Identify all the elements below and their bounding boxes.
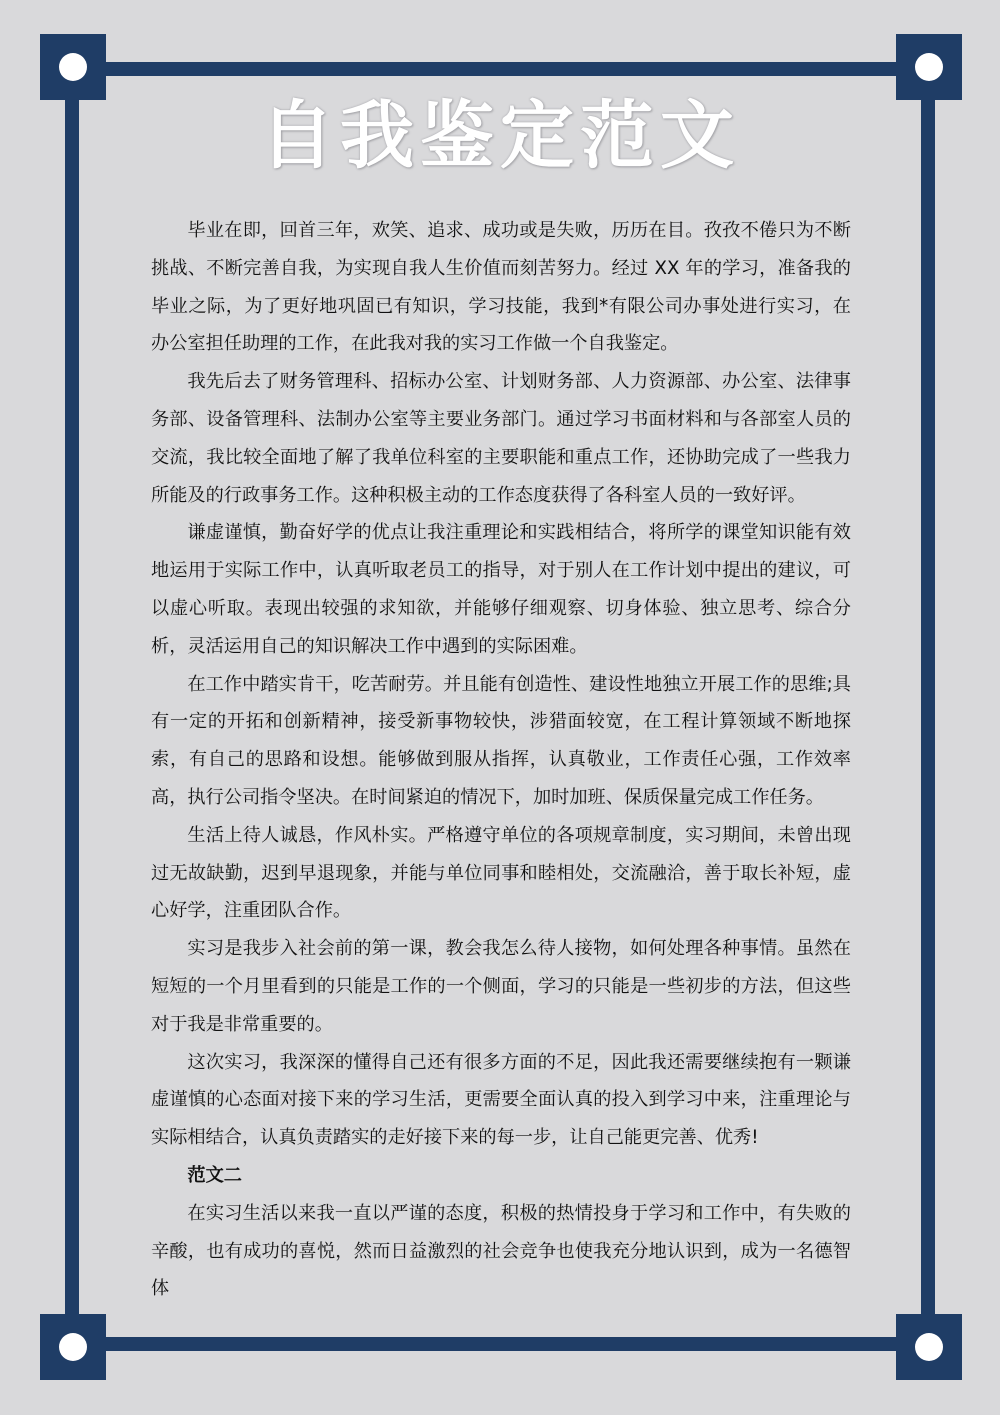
body-paragraph: 这次实习，我深深的懂得自己还有很多方面的不足，因此我还需要继续抱有一颗谦虚谨慎的心态面对接下来的学习生活，更需要全面认真的投入到学习中来，注重理论与实际相结合，认真负责踏实的走好接下来的每一步，让自己能更完善、优秀!: [151, 1051, 851, 1149]
body-paragraph: 生活上待人诚恳，作风朴实。严格遵守单位的各项规章制度，实习期间，未曾出现过无故缺勤，迟到早退现象，并能与单位同事和睦相处，交流融洽，善于取长补短，虚心好学，注重团队合作。: [151, 824, 851, 922]
page-title: 自我鉴定范文: [260, 93, 740, 179]
frame-corner-bottom-left: [40, 1314, 106, 1380]
body-paragraph: 谦虚谨慎，勤奋好学的优点让我注重理论和实践相结合，将所学的课堂知识能有效地运用于实际工作中，认真听取老员工的指导，对于别人在工作计划中提出的建议，可以虚心听取。表现出较强的求知欲，并能够仔细观察、切身体验、独立思考、综合分析，灵活运用自己的知识解决工作中遇到的实际困难。: [151, 522, 851, 657]
frame-border-right: [921, 68, 935, 1348]
body-paragraph: 实习是我步入社会前的第一课，教会我怎么待人接物，如何处理各种事情。虽然在短短的一个月里看到的只能是工作的一个侧面，学习的只能是一些初步的方法，但这些对于我是非常重要的。: [151, 938, 851, 1035]
frame-corner-bottom-right: [896, 1314, 962, 1380]
corner-dot-icon: [915, 53, 943, 81]
frame-border-bottom: [72, 1337, 928, 1351]
body-paragraph: 我先后去了财务管理科、招标办公室、计划财务部、人力资源部、办公室、法律事务部、设备管理科、法制办公室等主要业务部门。通过学习书面材料和与各部室人员的交流，我比较全面地了解了我单位科室的主要职能和重点工作，还协助完成了一些我力所能及的行政事务工作。这种积极主动的工作态度获得了各科室人员的一致好评。: [151, 371, 851, 506]
corner-dot-icon: [915, 1333, 943, 1361]
corner-dot-icon: [59, 53, 87, 81]
frame-border-left: [65, 68, 79, 1348]
body-paragraph: 在工作中踏实肯干，吃苦耐劳。并且能有创造性、建设性地独立开展工作的思维;具有一定的开拓和创新精神，接受新事物较快，涉猎面较宽，在工程计算领域不断地探索，有自己的思路和设想。能够做到服从指挥，认真敬业，工作责任心强，工作效率高，执行公司指令坚决。在时间紧迫的情况下，加时加班、保质保量完成工作任务。: [151, 673, 851, 808]
corner-dot-icon: [59, 1333, 87, 1361]
section-heading: 范文二: [187, 1164, 242, 1186]
body-paragraph: 毕业在即，回首三年，欢笑、追求、成功或是失败，历历在目。孜孜不倦只为不断挑战、不断完善自我，为实现自我人生价值而刻苦努力。经过 XX 年的学习，准备我的毕业之际，为了更好地巩固已有知识，学习技能，我到*有限公司办事处进行实习，在办公室担任助理的工作，在此我对我的实习工作做一个自我鉴定。: [151, 220, 851, 355]
document-body: [151, 212, 851, 1308]
frame-border-top: [72, 62, 928, 76]
body-paragraph: 在实习生活以来我一直以严谨的态度，积极的热情投身于学习和工作中，有失败的辛酸，也有成功的喜悦，然而日益激烈的社会竞争也使我充分地认识到，成为一名德智体: [151, 1202, 851, 1300]
